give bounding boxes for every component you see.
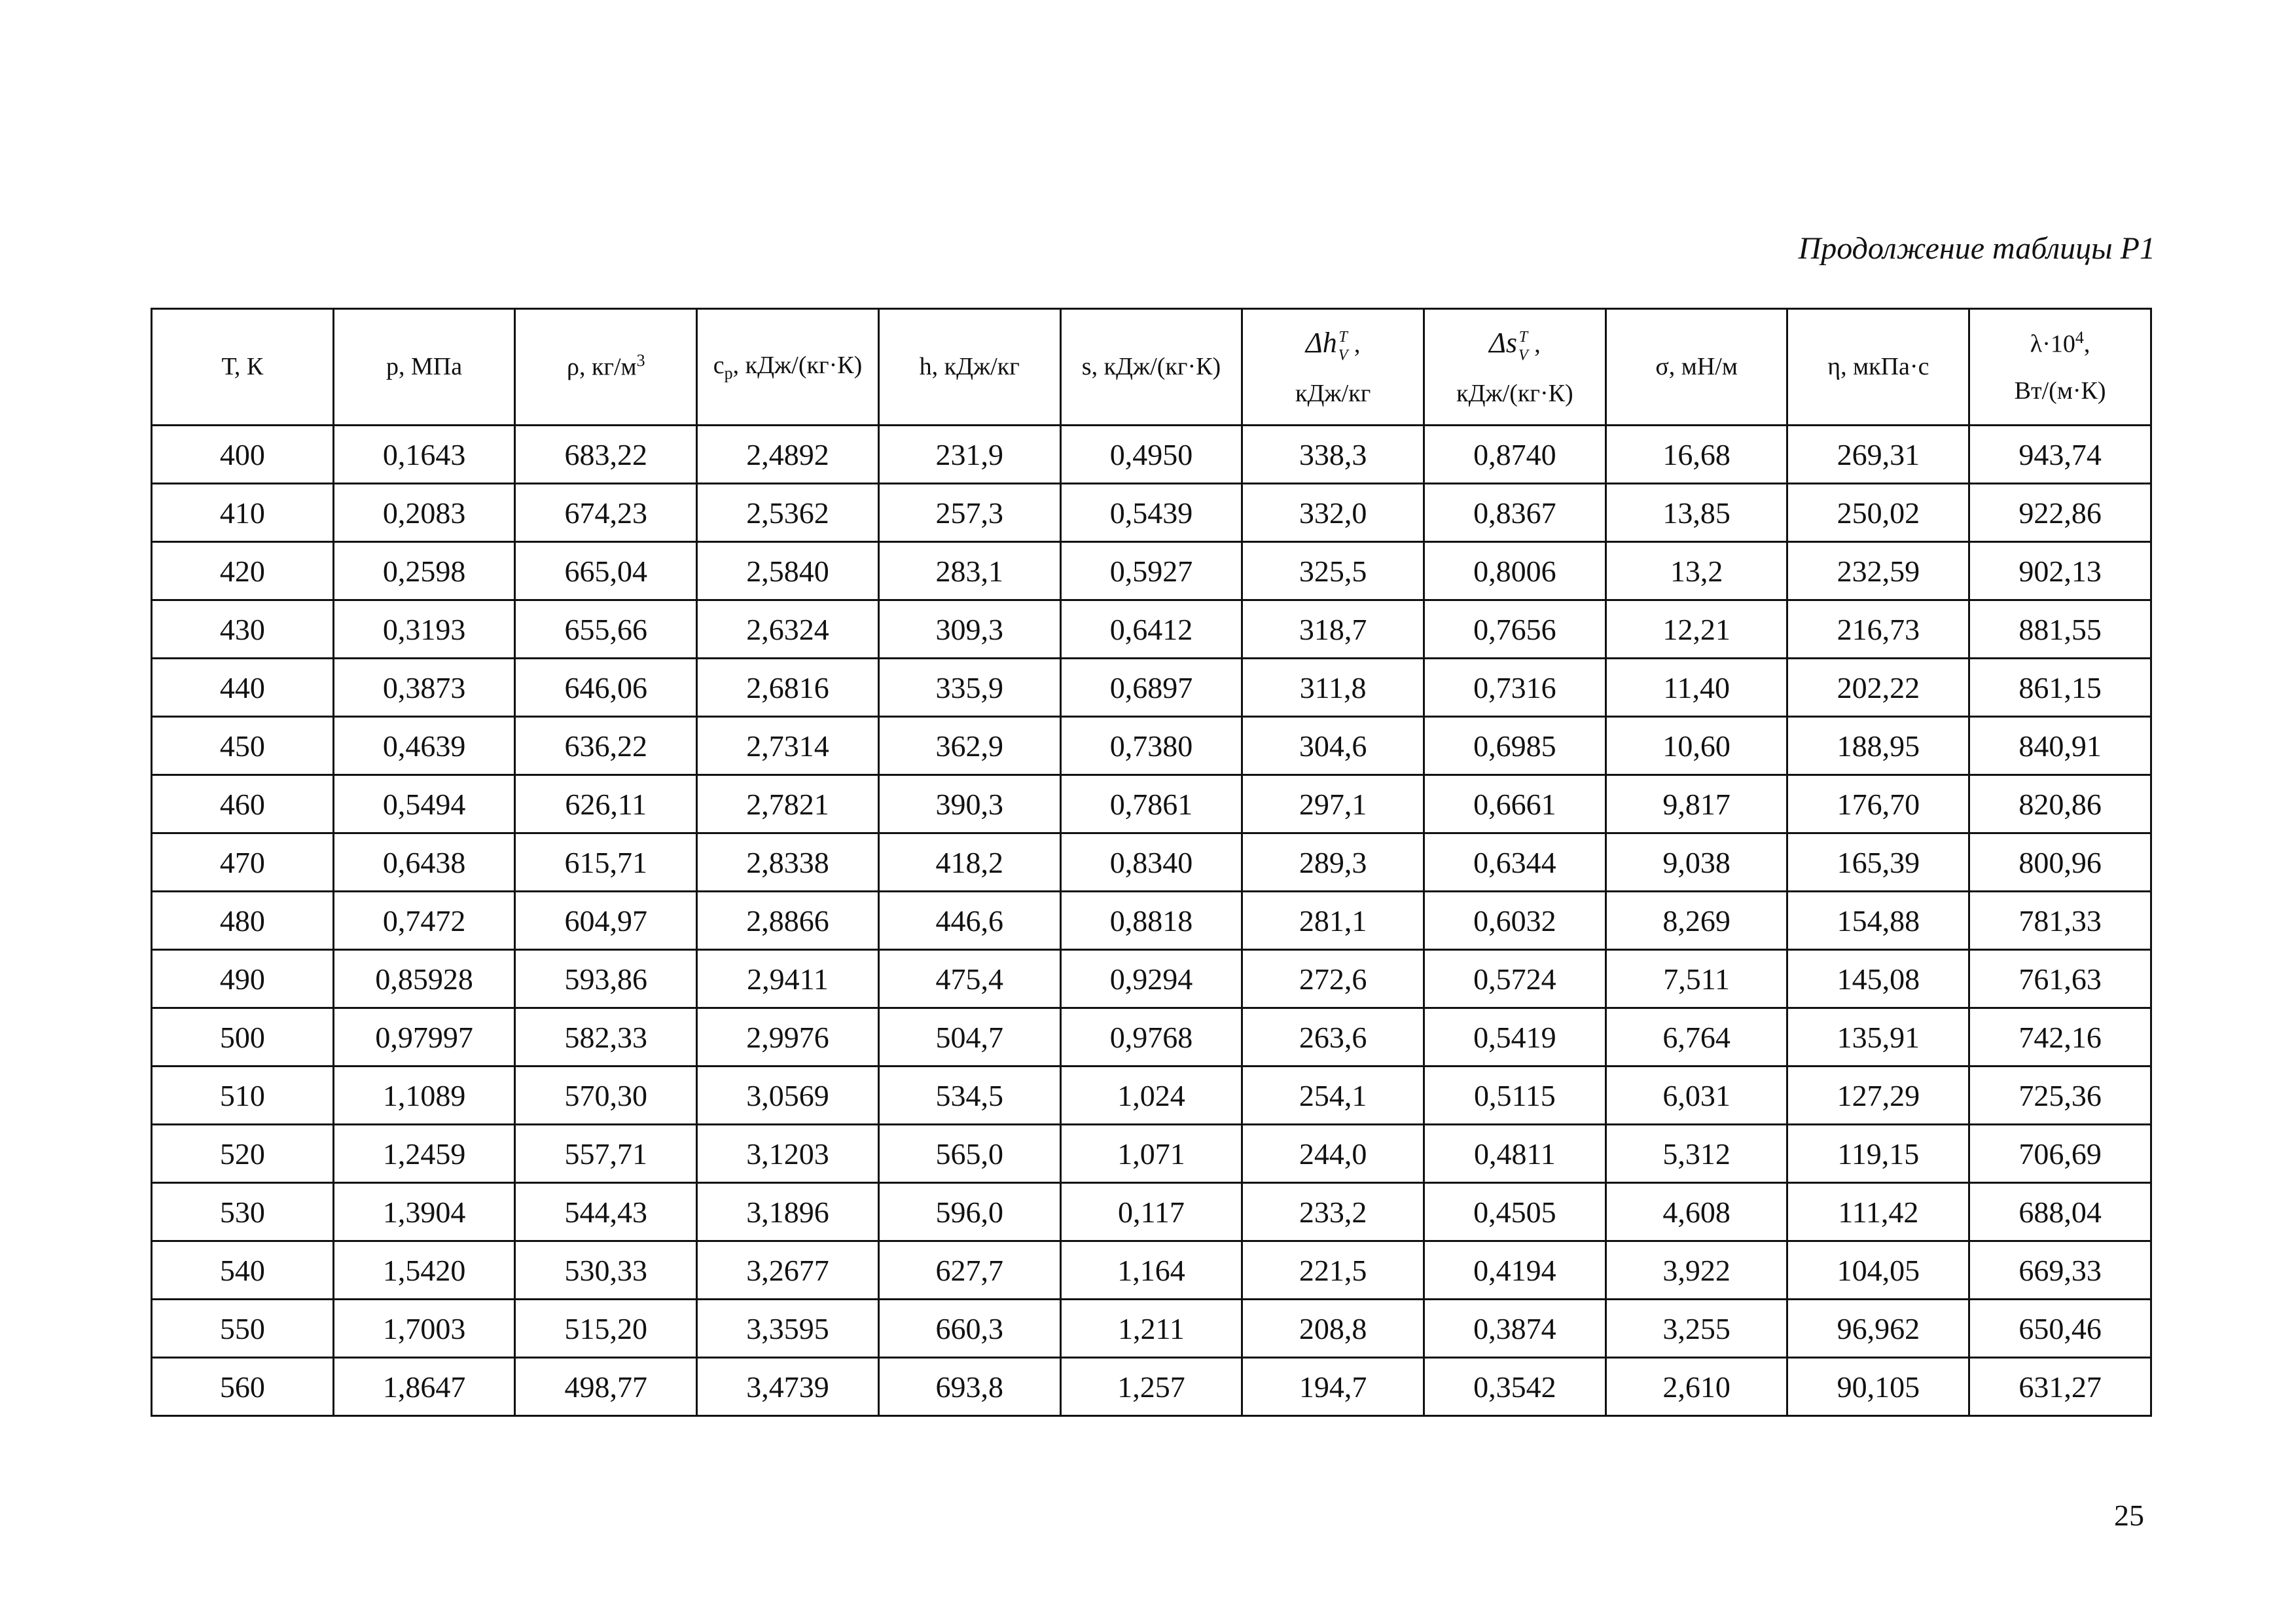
cell-pressure: 0,6438 bbox=[333, 833, 515, 892]
cell-viscosity: 202,22 bbox=[1787, 659, 1969, 717]
cell-surface-tension: 6,031 bbox=[1605, 1067, 1787, 1125]
cell-temperature: 410 bbox=[152, 484, 334, 542]
table-row bbox=[152, 1183, 2151, 1241]
cell-vaporization-entropy: 0,6032 bbox=[1424, 892, 1606, 950]
cell-temperature: 490 bbox=[152, 950, 334, 1008]
cell-temperature: 440 bbox=[152, 659, 334, 717]
cell-pressure: 0,1643 bbox=[333, 426, 515, 484]
cell-heat-capacity: 3,1203 bbox=[697, 1125, 879, 1183]
cell-pressure: 0,85928 bbox=[333, 950, 515, 1008]
header-temperature: Т, К bbox=[152, 309, 334, 426]
cell-vaporization-enthalpy: 244,0 bbox=[1242, 1125, 1424, 1183]
cell-viscosity: 154,88 bbox=[1787, 892, 1969, 950]
cell-pressure: 0,3873 bbox=[333, 659, 515, 717]
cell-entropy: 0,4950 bbox=[1060, 426, 1242, 484]
cell-thermal-conductivity: 688,04 bbox=[1969, 1183, 2151, 1241]
cell-vaporization-enthalpy: 338,3 bbox=[1242, 426, 1424, 484]
header-thermal-conductivity bbox=[1969, 309, 2151, 426]
cell-enthalpy: 596,0 bbox=[878, 1183, 1060, 1241]
cell-vaporization-entropy: 0,3874 bbox=[1424, 1300, 1606, 1358]
cell-enthalpy: 309,3 bbox=[878, 600, 1060, 659]
cell-vaporization-entropy: 0,4194 bbox=[1424, 1241, 1606, 1300]
cell-enthalpy: 693,8 bbox=[878, 1358, 1060, 1416]
cell-surface-tension: 3,255 bbox=[1605, 1300, 1787, 1358]
cell-enthalpy: 390,3 bbox=[878, 775, 1060, 833]
cell-pressure: 0,2598 bbox=[333, 542, 515, 600]
cell-entropy: 0,6897 bbox=[1060, 659, 1242, 717]
cell-vaporization-entropy: 0,4505 bbox=[1424, 1183, 1606, 1241]
cell-viscosity: 127,29 bbox=[1787, 1067, 1969, 1125]
cell-vaporization-enthalpy: 263,6 bbox=[1242, 1008, 1424, 1067]
cell-vaporization-enthalpy: 304,6 bbox=[1242, 717, 1424, 775]
cell-viscosity: 216,73 bbox=[1787, 600, 1969, 659]
table-row bbox=[152, 659, 2151, 717]
vaporization-enthalpy-symbol: Δh bbox=[1305, 326, 1337, 359]
header-density bbox=[515, 309, 697, 426]
table-row bbox=[152, 1241, 2151, 1300]
cell-heat-capacity: 2,7314 bbox=[697, 717, 879, 775]
table-row bbox=[152, 484, 2151, 542]
vaporization-entropy-unit: кДж/(кг·К) bbox=[1456, 379, 1573, 407]
cell-entropy: 1,257 bbox=[1060, 1358, 1242, 1416]
cell-thermal-conductivity: 669,33 bbox=[1969, 1241, 2151, 1300]
cell-viscosity: 145,08 bbox=[1787, 950, 1969, 1008]
cell-vaporization-enthalpy: 289,3 bbox=[1242, 833, 1424, 892]
cell-temperature: 400 bbox=[152, 426, 334, 484]
cell-vaporization-entropy: 0,8367 bbox=[1424, 484, 1606, 542]
cell-entropy: 0,8340 bbox=[1060, 833, 1242, 892]
cell-temperature: 540 bbox=[152, 1241, 334, 1300]
cell-vaporization-entropy: 0,5419 bbox=[1424, 1008, 1606, 1067]
cell-entropy: 1,211 bbox=[1060, 1300, 1242, 1358]
cell-surface-tension: 13,85 bbox=[1605, 484, 1787, 542]
page-number: 25 bbox=[2114, 1499, 2144, 1532]
cell-surface-tension: 5,312 bbox=[1605, 1125, 1787, 1183]
cell-thermal-conductivity: 631,27 bbox=[1969, 1358, 2151, 1416]
table-row bbox=[152, 833, 2151, 892]
heat-capacity-unit: , кДж/(кг·К) bbox=[732, 351, 863, 379]
vaporization-enthalpy-subscript: V bbox=[1338, 346, 1348, 364]
cell-surface-tension: 12,21 bbox=[1605, 600, 1787, 659]
cell-thermal-conductivity: 800,96 bbox=[1969, 833, 2151, 892]
cell-vaporization-enthalpy: 194,7 bbox=[1242, 1358, 1424, 1416]
cell-temperature: 460 bbox=[152, 775, 334, 833]
table-row bbox=[152, 1358, 2151, 1416]
cell-enthalpy: 475,4 bbox=[878, 950, 1060, 1008]
density-symbol: ρ bbox=[566, 354, 579, 382]
cell-heat-capacity: 2,7821 bbox=[697, 775, 879, 833]
cell-temperature: 450 bbox=[152, 717, 334, 775]
cell-entropy: 0,7861 bbox=[1060, 775, 1242, 833]
cell-enthalpy: 534,5 bbox=[878, 1067, 1060, 1125]
cell-vaporization-entropy: 0,7656 bbox=[1424, 600, 1606, 659]
cell-viscosity: 96,962 bbox=[1787, 1300, 1969, 1358]
cell-density: 683,22 bbox=[515, 426, 697, 484]
cell-viscosity: 176,70 bbox=[1787, 775, 1969, 833]
vaporization-entropy-comma: , bbox=[1528, 330, 1541, 358]
cell-vaporization-entropy: 0,7316 bbox=[1424, 659, 1606, 717]
cell-vaporization-entropy: 0,5724 bbox=[1424, 950, 1606, 1008]
cell-viscosity: 188,95 bbox=[1787, 717, 1969, 775]
cell-heat-capacity: 3,4739 bbox=[697, 1358, 879, 1416]
table-row bbox=[152, 1067, 2151, 1125]
cell-density: 604,97 bbox=[515, 892, 697, 950]
cell-density: 665,04 bbox=[515, 542, 697, 600]
table-body bbox=[152, 426, 2151, 1416]
cell-surface-tension: 8,269 bbox=[1605, 892, 1787, 950]
cell-vaporization-entropy: 0,6661 bbox=[1424, 775, 1606, 833]
cell-viscosity: 269,31 bbox=[1787, 426, 1969, 484]
thermo-properties-table bbox=[151, 308, 2152, 1417]
cell-vaporization-entropy: 0,8740 bbox=[1424, 426, 1606, 484]
cell-heat-capacity: 3,1896 bbox=[697, 1183, 879, 1241]
table-row bbox=[152, 600, 2151, 659]
cell-surface-tension: 6,764 bbox=[1605, 1008, 1787, 1067]
table-row bbox=[152, 542, 2151, 600]
cell-temperature: 530 bbox=[152, 1183, 334, 1241]
cell-heat-capacity: 2,9976 bbox=[697, 1008, 879, 1067]
header-surface-tension: σ, мН/м bbox=[1605, 309, 1787, 426]
table-row bbox=[152, 426, 2151, 484]
cell-thermal-conductivity: 861,15 bbox=[1969, 659, 2151, 717]
cell-entropy: 0,117 bbox=[1060, 1183, 1242, 1241]
cell-vaporization-enthalpy: 297,1 bbox=[1242, 775, 1424, 833]
cell-viscosity: 90,105 bbox=[1787, 1358, 1969, 1416]
vaporization-entropy-indices bbox=[1518, 329, 1528, 363]
cell-thermal-conductivity: 761,63 bbox=[1969, 950, 2151, 1008]
table-header bbox=[152, 309, 2151, 426]
header-row bbox=[152, 309, 2151, 426]
cell-enthalpy: 335,9 bbox=[878, 659, 1060, 717]
cell-viscosity: 165,39 bbox=[1787, 833, 1969, 892]
cell-temperature: 430 bbox=[152, 600, 334, 659]
table-row bbox=[152, 950, 2151, 1008]
cell-surface-tension: 4,608 bbox=[1605, 1183, 1787, 1241]
cell-heat-capacity: 2,5362 bbox=[697, 484, 879, 542]
cell-pressure: 0,5494 bbox=[333, 775, 515, 833]
cell-density: 674,23 bbox=[515, 484, 697, 542]
thermal-conductivity-symbol-line bbox=[1970, 327, 2150, 361]
cell-pressure: 0,3193 bbox=[333, 600, 515, 659]
cell-heat-capacity: 2,4892 bbox=[697, 426, 879, 484]
cell-thermal-conductivity: 781,33 bbox=[1969, 892, 2151, 950]
thermal-conductivity-exponent: 4 bbox=[2075, 327, 2084, 347]
cell-heat-capacity: 2,8338 bbox=[697, 833, 879, 892]
cell-viscosity: 104,05 bbox=[1787, 1241, 1969, 1300]
cell-entropy: 1,071 bbox=[1060, 1125, 1242, 1183]
cell-enthalpy: 231,9 bbox=[878, 426, 1060, 484]
cell-enthalpy: 283,1 bbox=[878, 542, 1060, 600]
vaporization-entropy-superscript: T bbox=[1518, 328, 1528, 346]
header-vaporization-entropy bbox=[1424, 309, 1606, 426]
cell-density: 615,71 bbox=[515, 833, 697, 892]
header-pressure: p, МПа bbox=[333, 309, 515, 426]
cell-vaporization-enthalpy: 221,5 bbox=[1242, 1241, 1424, 1300]
cell-vaporization-enthalpy: 208,8 bbox=[1242, 1300, 1424, 1358]
heat-capacity-subscript: p bbox=[724, 363, 733, 383]
vaporization-enthalpy-comma: , bbox=[1348, 330, 1361, 358]
header-vaporization-enthalpy bbox=[1242, 309, 1424, 426]
cell-viscosity: 135,91 bbox=[1787, 1008, 1969, 1067]
cell-entropy: 1,024 bbox=[1060, 1067, 1242, 1125]
cell-heat-capacity: 3,2677 bbox=[697, 1241, 879, 1300]
cell-enthalpy: 504,7 bbox=[878, 1008, 1060, 1067]
vaporization-enthalpy-superscript: T bbox=[1338, 328, 1348, 346]
cell-entropy: 0,9294 bbox=[1060, 950, 1242, 1008]
cell-enthalpy: 446,6 bbox=[878, 892, 1060, 950]
cell-thermal-conductivity: 725,36 bbox=[1969, 1067, 2151, 1125]
cell-enthalpy: 565,0 bbox=[878, 1125, 1060, 1183]
cell-entropy: 1,164 bbox=[1060, 1241, 1242, 1300]
cell-viscosity: 250,02 bbox=[1787, 484, 1969, 542]
table-row bbox=[152, 1008, 2151, 1067]
cell-pressure: 0,7472 bbox=[333, 892, 515, 950]
cell-density: 557,71 bbox=[515, 1125, 697, 1183]
cell-heat-capacity: 2,6816 bbox=[697, 659, 879, 717]
cell-density: 593,86 bbox=[515, 950, 697, 1008]
heat-capacity-symbol: c bbox=[713, 351, 725, 379]
cell-vaporization-enthalpy: 254,1 bbox=[1242, 1067, 1424, 1125]
cell-surface-tension: 2,610 bbox=[1605, 1358, 1787, 1416]
table-row bbox=[152, 1125, 2151, 1183]
cell-pressure: 0,97997 bbox=[333, 1008, 515, 1067]
cell-surface-tension: 10,60 bbox=[1605, 717, 1787, 775]
cell-heat-capacity: 2,8866 bbox=[697, 892, 879, 950]
cell-surface-tension: 13,2 bbox=[1605, 542, 1787, 600]
cell-vaporization-enthalpy: 311,8 bbox=[1242, 659, 1424, 717]
cell-pressure: 1,1089 bbox=[333, 1067, 515, 1125]
cell-pressure: 0,4639 bbox=[333, 717, 515, 775]
cell-thermal-conductivity: 820,86 bbox=[1969, 775, 2151, 833]
table-row bbox=[152, 775, 2151, 833]
cell-pressure: 1,3904 bbox=[333, 1183, 515, 1241]
cell-vaporization-enthalpy: 332,0 bbox=[1242, 484, 1424, 542]
cell-enthalpy: 627,7 bbox=[878, 1241, 1060, 1300]
cell-entropy: 0,5927 bbox=[1060, 542, 1242, 600]
cell-temperature: 480 bbox=[152, 892, 334, 950]
cell-entropy: 0,6412 bbox=[1060, 600, 1242, 659]
cell-temperature: 510 bbox=[152, 1067, 334, 1125]
thermal-conductivity-unit: Вт/(м·К) bbox=[2014, 376, 2106, 405]
cell-entropy: 0,5439 bbox=[1060, 484, 1242, 542]
cell-surface-tension: 9,038 bbox=[1605, 833, 1787, 892]
cell-pressure: 1,5420 bbox=[333, 1241, 515, 1300]
cell-surface-tension: 9,817 bbox=[1605, 775, 1787, 833]
cell-temperature: 470 bbox=[152, 833, 334, 892]
cell-vaporization-enthalpy: 281,1 bbox=[1242, 892, 1424, 950]
cell-vaporization-entropy: 0,8006 bbox=[1424, 542, 1606, 600]
cell-enthalpy: 257,3 bbox=[878, 484, 1060, 542]
cell-thermal-conductivity: 840,91 bbox=[1969, 717, 2151, 775]
cell-surface-tension: 16,68 bbox=[1605, 426, 1787, 484]
cell-heat-capacity: 2,6324 bbox=[697, 600, 879, 659]
cell-density: 626,11 bbox=[515, 775, 697, 833]
cell-enthalpy: 418,2 bbox=[878, 833, 1060, 892]
cell-density: 544,43 bbox=[515, 1183, 697, 1241]
cell-temperature: 500 bbox=[152, 1008, 334, 1067]
cell-pressure: 1,7003 bbox=[333, 1300, 515, 1358]
cell-temperature: 550 bbox=[152, 1300, 334, 1358]
cell-surface-tension: 11,40 bbox=[1605, 659, 1787, 717]
vaporization-entropy-subscript: V bbox=[1518, 346, 1528, 364]
header-enthalpy: h, кДж/кг bbox=[878, 309, 1060, 426]
cell-vaporization-enthalpy: 325,5 bbox=[1242, 542, 1424, 600]
cell-density: 498,77 bbox=[515, 1358, 697, 1416]
cell-vaporization-enthalpy: 233,2 bbox=[1242, 1183, 1424, 1241]
cell-heat-capacity: 2,9411 bbox=[697, 950, 879, 1008]
cell-vaporization-entropy: 0,3542 bbox=[1424, 1358, 1606, 1416]
vaporization-enthalpy-symbol-line bbox=[1243, 324, 1423, 363]
cell-thermal-conductivity: 881,55 bbox=[1969, 600, 2151, 659]
cell-pressure: 0,2083 bbox=[333, 484, 515, 542]
thermal-conductivity-symbol: λ·10 bbox=[2030, 330, 2075, 358]
cell-vaporization-entropy: 0,6344 bbox=[1424, 833, 1606, 892]
cell-thermal-conductivity: 706,69 bbox=[1969, 1125, 2151, 1183]
table-row bbox=[152, 717, 2151, 775]
cell-entropy: 0,9768 bbox=[1060, 1008, 1242, 1067]
cell-viscosity: 119,15 bbox=[1787, 1125, 1969, 1183]
cell-entropy: 0,7380 bbox=[1060, 717, 1242, 775]
cell-heat-capacity: 2,5840 bbox=[697, 542, 879, 600]
cell-heat-capacity: 3,3595 bbox=[697, 1300, 879, 1358]
table-row bbox=[152, 892, 2151, 950]
density-unit: , кг/м bbox=[579, 354, 637, 382]
cell-entropy: 0,8818 bbox=[1060, 892, 1242, 950]
cell-vaporization-entropy: 0,5115 bbox=[1424, 1067, 1606, 1125]
cell-heat-capacity: 3,0569 bbox=[697, 1067, 879, 1125]
cell-temperature: 420 bbox=[152, 542, 334, 600]
table-caption: Продолжение таблицы Р1 bbox=[1798, 231, 2155, 266]
cell-thermal-conductivity: 943,74 bbox=[1969, 426, 2151, 484]
table-row bbox=[152, 1300, 2151, 1358]
header-entropy: s, кДж/(кг·К) bbox=[1060, 309, 1242, 426]
cell-density: 530,33 bbox=[515, 1241, 697, 1300]
cell-density: 655,66 bbox=[515, 600, 697, 659]
cell-thermal-conductivity: 742,16 bbox=[1969, 1008, 2151, 1067]
cell-vaporization-enthalpy: 318,7 bbox=[1242, 600, 1424, 659]
cell-vaporization-entropy: 0,4811 bbox=[1424, 1125, 1606, 1183]
vaporization-enthalpy-unit: кДж/кг bbox=[1295, 379, 1371, 407]
cell-thermal-conductivity: 902,13 bbox=[1969, 542, 2151, 600]
cell-density: 646,06 bbox=[515, 659, 697, 717]
vaporization-entropy-symbol-line bbox=[1425, 324, 1605, 363]
cell-temperature: 560 bbox=[152, 1358, 334, 1416]
cell-pressure: 1,2459 bbox=[333, 1125, 515, 1183]
vaporization-enthalpy-indices bbox=[1338, 329, 1348, 363]
cell-surface-tension: 3,922 bbox=[1605, 1241, 1787, 1300]
cell-pressure: 1,8647 bbox=[333, 1358, 515, 1416]
cell-thermal-conductivity: 922,86 bbox=[1969, 484, 2151, 542]
cell-viscosity: 111,42 bbox=[1787, 1183, 1969, 1241]
cell-thermal-conductivity: 650,46 bbox=[1969, 1300, 2151, 1358]
thermal-conductivity-comma: , bbox=[2083, 330, 2090, 358]
cell-vaporization-enthalpy: 272,6 bbox=[1242, 950, 1424, 1008]
cell-viscosity: 232,59 bbox=[1787, 542, 1969, 600]
header-viscosity: η, мкПа·с bbox=[1787, 309, 1969, 426]
cell-temperature: 520 bbox=[152, 1125, 334, 1183]
cell-density: 570,30 bbox=[515, 1067, 697, 1125]
cell-surface-tension: 7,511 bbox=[1605, 950, 1787, 1008]
cell-density: 515,20 bbox=[515, 1300, 697, 1358]
cell-enthalpy: 362,9 bbox=[878, 717, 1060, 775]
cell-vaporization-entropy: 0,6985 bbox=[1424, 717, 1606, 775]
cell-density: 636,22 bbox=[515, 717, 697, 775]
vaporization-entropy-symbol: Δs bbox=[1489, 326, 1518, 359]
header-heat-capacity bbox=[697, 309, 879, 426]
cell-density: 582,33 bbox=[515, 1008, 697, 1067]
density-unit-exponent: 3 bbox=[636, 351, 645, 371]
cell-enthalpy: 660,3 bbox=[878, 1300, 1060, 1358]
